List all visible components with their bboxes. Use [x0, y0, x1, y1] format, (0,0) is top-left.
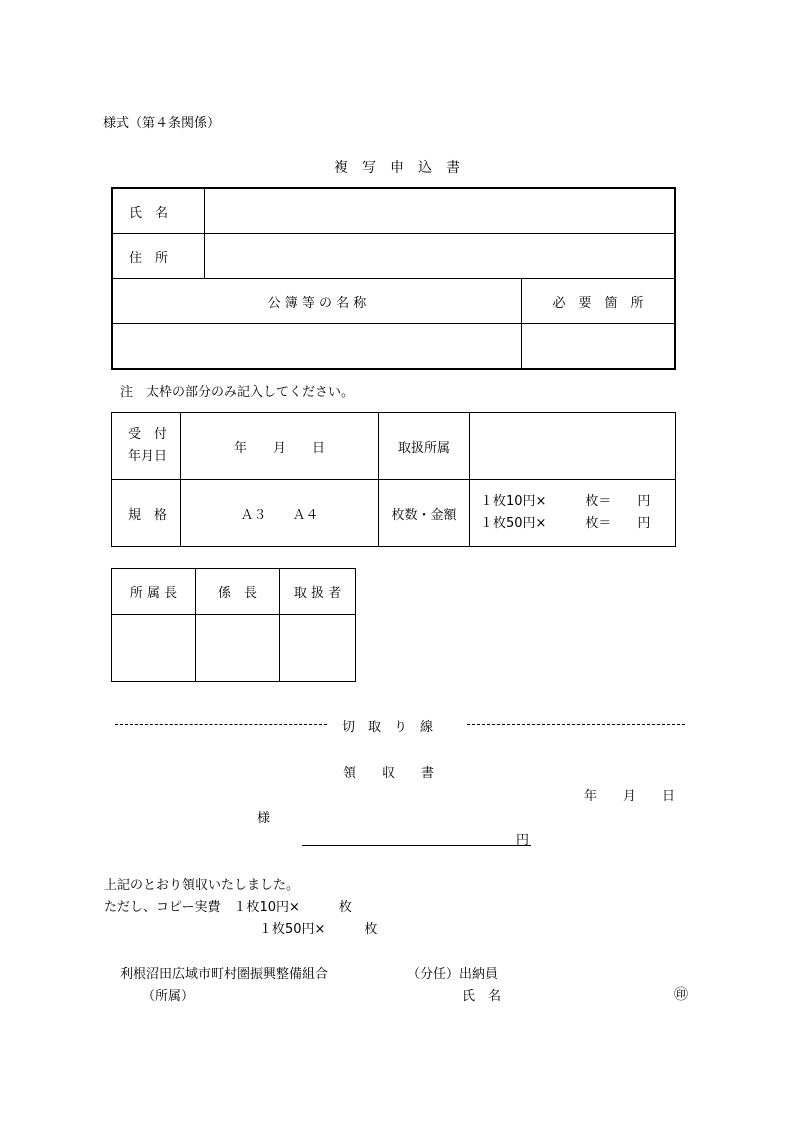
section-chief-label: 係 長	[196, 569, 280, 615]
received-label-2: 年月日	[128, 449, 168, 464]
size-options: Ａ３ Ａ４	[181, 480, 379, 547]
yen-label: 円	[516, 833, 530, 848]
price-line-2: １枚50円× 枚＝ 円	[480, 516, 651, 531]
required-part-field[interactable]	[521, 324, 675, 370]
price-cell	[470, 480, 676, 547]
approval-stamp-table	[111, 568, 356, 682]
doc-name-header: 公 簿 等 の 名 称	[112, 279, 521, 324]
cashier-role: （分任）出納員	[407, 967, 499, 982]
count-amount-label: 枚数・金額	[379, 480, 470, 547]
amount-underline	[302, 845, 531, 846]
required-part-header: 必 要 箇 所	[521, 279, 675, 324]
receipt-date: 年 月 日	[584, 789, 676, 804]
signer-name-label: 氏 名	[462, 989, 502, 1004]
address-label: 住 所	[112, 234, 205, 279]
form-title: 複 写 申 込 書	[334, 160, 460, 176]
application-table	[111, 187, 676, 370]
dept-head-stamp[interactable]	[112, 615, 196, 682]
name-field[interactable]	[205, 188, 676, 234]
cut-line-left	[115, 724, 327, 725]
name-label: 氏 名	[112, 188, 205, 234]
section-chief-stamp[interactable]	[196, 615, 280, 682]
honorific-label: 様	[257, 811, 271, 826]
reception-table	[111, 412, 676, 547]
cut-line-label: 切 取 り 線	[342, 720, 434, 735]
receipt-title: 領 収 書	[343, 766, 435, 781]
dept-label: （所属）	[142, 989, 195, 1004]
copy-cost-line-2: １枚50円× 枚	[259, 922, 378, 937]
handler-stamp[interactable]	[280, 615, 356, 682]
received-date-field: 年 月 日	[181, 413, 379, 480]
price-line-1: １枚10円× 枚＝ 円	[480, 494, 651, 509]
copy-cost-line-1: ただし、コピー実費 １枚10円× 枚	[104, 900, 352, 915]
address-field[interactable]	[205, 234, 676, 279]
organization-name: 利根沼田広域市町村圏振興整備組合	[120, 967, 329, 982]
received-label-1: 受 付	[128, 427, 168, 442]
doc-name-field[interactable]	[112, 324, 521, 370]
handler-label: 取 扱 者	[280, 569, 356, 615]
size-label: 規 格	[112, 480, 181, 547]
dept-head-label: 所 属 長	[112, 569, 196, 615]
received-text: 上記のとおり領収いたしました。	[104, 878, 300, 893]
cut-line-right	[467, 724, 685, 725]
note-text: 注 太枠の部分のみ記入してください。	[120, 385, 355, 400]
handler-dept-label: 取扱所属	[379, 413, 470, 480]
form-style-label: 様式（第４条関係）	[103, 116, 221, 131]
handler-dept-field[interactable]	[470, 413, 676, 480]
seal-icon: ㊞	[674, 987, 688, 1003]
received-date-label	[112, 413, 181, 480]
